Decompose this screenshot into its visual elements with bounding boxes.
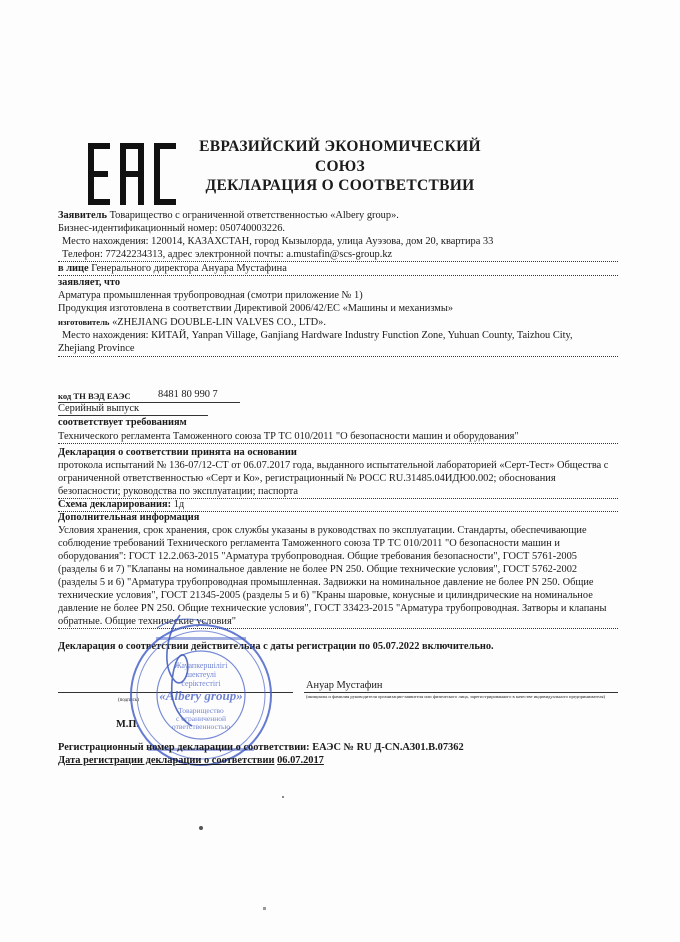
divider (58, 275, 618, 276)
stamp-brand: «Albery group» (159, 688, 243, 703)
requirements-label: соответствует требованиям (58, 417, 187, 428)
registration-date-label: Дата регистрации декларации о соответствии (58, 755, 275, 766)
manufacturer-address-1: Место нахождения: КИТАЙ, Yanpan Village, Ganjiang Hardware Industry Function Zone, Yuhuan County, Taizhou City, (62, 330, 573, 341)
manufacturer-name: «ZHEJIANG DOUBLE-LIN VALVES CO., LTD». (112, 317, 326, 328)
signer-name: Ануар Мустафин (306, 680, 383, 691)
applicant-name: Товарищество с ограниченной ответственностью «Albery group». (109, 210, 399, 221)
applicant-label: Заявитель (58, 210, 107, 221)
scan-speck (263, 907, 266, 910)
additional-line-6: технические условия", ГОСТ 21345-2005 (разделы 5 и 6) "Краны шаровые, конусные и цилиндрические на номинальное (58, 590, 593, 601)
basis-line-3: безопасности; руководства по эксплуатации; паспорта (58, 486, 298, 497)
scheme-label: Схема декларирования: (58, 499, 172, 510)
person-label: в лице (58, 263, 89, 274)
scheme-value: 1д (173, 499, 185, 510)
product-text: Арматура промышленная трубопроводная (смотри приложение № 1) (58, 290, 363, 301)
directive-text: Продукция изготовлена в соответствии Директивой 2006/42/ЕС «Машины и механизмы» (58, 303, 454, 314)
divider (58, 356, 618, 357)
divider (58, 261, 618, 262)
applicant-address: Место нахождения: 120014, КАЗАХСТАН, город Кызылорда, улица Ауэзова, дом 20, квартира 33 (62, 236, 494, 247)
applicant-bin: Бизнес-идентификационный номер: 050740003226. (58, 223, 285, 234)
sign-caption: (подпись) (118, 698, 139, 703)
stamp-text-1: Жауапкершілігі (174, 661, 228, 670)
mp-label: М.П. (116, 719, 140, 730)
scan-speck (199, 826, 203, 830)
additional-line-1: Условия хранения, срок хранения, срок службы указаны в руководствах по эксплуатации. Стандарты, обеспечивающие (58, 525, 587, 536)
additional-line-2: соблюдение требований Технического регламента Таможенного союза ТР ТС 010/2011 "О безопасности машин и (58, 538, 560, 549)
stamp-text-3: серіктестігі (181, 679, 221, 688)
applicant-line (58, 210, 399, 222)
registration-number-label: Регистрационный номер декларации о соответствии: (58, 742, 310, 753)
manufacturer-label: изготовитель (58, 317, 110, 327)
person-name: Генерального директора Ануара Мустафина (91, 263, 287, 274)
applicant-contacts: Телефон: 77242234313, адрес электронной почты: a.mustafin@scs-group.kz (62, 249, 393, 260)
stamp-text-5: с ограниченной (175, 714, 227, 723)
eac-logo (88, 143, 176, 205)
validity-text: Декларация о соответствии действительна с даты регистрации по 05.07.2022 включительно. (58, 641, 494, 652)
serial-text: Серийный выпуск (58, 403, 139, 414)
requirements-text: Технического регламента Таможенного союза ТР ТС 010/2011 "О безопасности машин и оборудования" (58, 431, 519, 442)
header-line-2: СОЮЗ (314, 158, 366, 175)
scheme-line (58, 499, 184, 511)
additional-line-8: обратные. Общие технические условия" (58, 616, 237, 627)
additional-label: Дополнительная информация (58, 512, 200, 523)
stamp-text-4: Товарищество (178, 706, 224, 715)
registration-date-value: 06.07.2017 (277, 755, 324, 766)
registration-date-line (58, 755, 324, 767)
additional-line-3: оборудования": ГОСТ 12.2.063-2015 "Арматура трубопроводная. Общие требования безопасности", ГОСТ 5761-2005 (58, 551, 577, 562)
signature-mark (152, 610, 212, 730)
tn-ved-value: 8481 80 990 7 (158, 389, 218, 400)
additional-line-5: (разделы 5 и 6) "Арматура трубопроводная промышленная. Задвижки на номинальное давление не более PN 250. Общие (58, 577, 594, 588)
stamp-text-6: ответственностью (171, 722, 231, 731)
registration-number-line (58, 742, 464, 754)
header-line-1: ЕВРАЗИЙСКИЙ ЭКОНОМИЧЕСКИЙ (199, 138, 481, 155)
person-line (58, 263, 287, 275)
divider (58, 415, 208, 416)
tn-ved-label: код ТН ВЭД ЕАЭС (58, 391, 131, 401)
basis-line-1: протокола испытаний № 136-07/12-СТ от 06.07.2017 года, выданного испытательной лабораторией «Серт-Тест» Общества с (58, 460, 609, 471)
scan-speck (282, 796, 284, 798)
manufacturer-line (58, 316, 326, 329)
basis-line-2: ограниченной ответственностью «Серт и Ко», регистрационный № РОСС RU.31485.04ИДЮ0.002; обоснования (58, 473, 556, 484)
additional-line-7: давление не более PN 250. Общие технические условия", ГОСТ 33423-2015 "Арматура трубопроводная. Затворы и клапаны (58, 603, 607, 614)
basis-label: Декларация о соответствии принята на основании (58, 447, 297, 458)
name-line (304, 692, 618, 693)
name-caption: (инициалы и фамилия руководителя организации-заявителя или физического лица, зарегистрированного в качестве индивидуального предпринимателя) (306, 694, 606, 699)
manufacturer-address-2: Zhejiang Province (58, 343, 135, 354)
registration-number-value: ЕАЭС № RU Д-CN.АЗ01.В.07362 (312, 742, 464, 753)
divider (58, 443, 618, 444)
stamp-text-2: шектеулі (185, 670, 217, 679)
declares-label: заявляет, что (58, 277, 121, 288)
header-line-3: ДЕКЛАРАЦИЯ О СООТВЕТСТВИИ (205, 177, 475, 194)
additional-line-4: (разделы 6 и 7) "Клапаны на номинальное давление не более PN 250. Общие технические условия", ГОСТ 5762-2002 (58, 564, 578, 575)
